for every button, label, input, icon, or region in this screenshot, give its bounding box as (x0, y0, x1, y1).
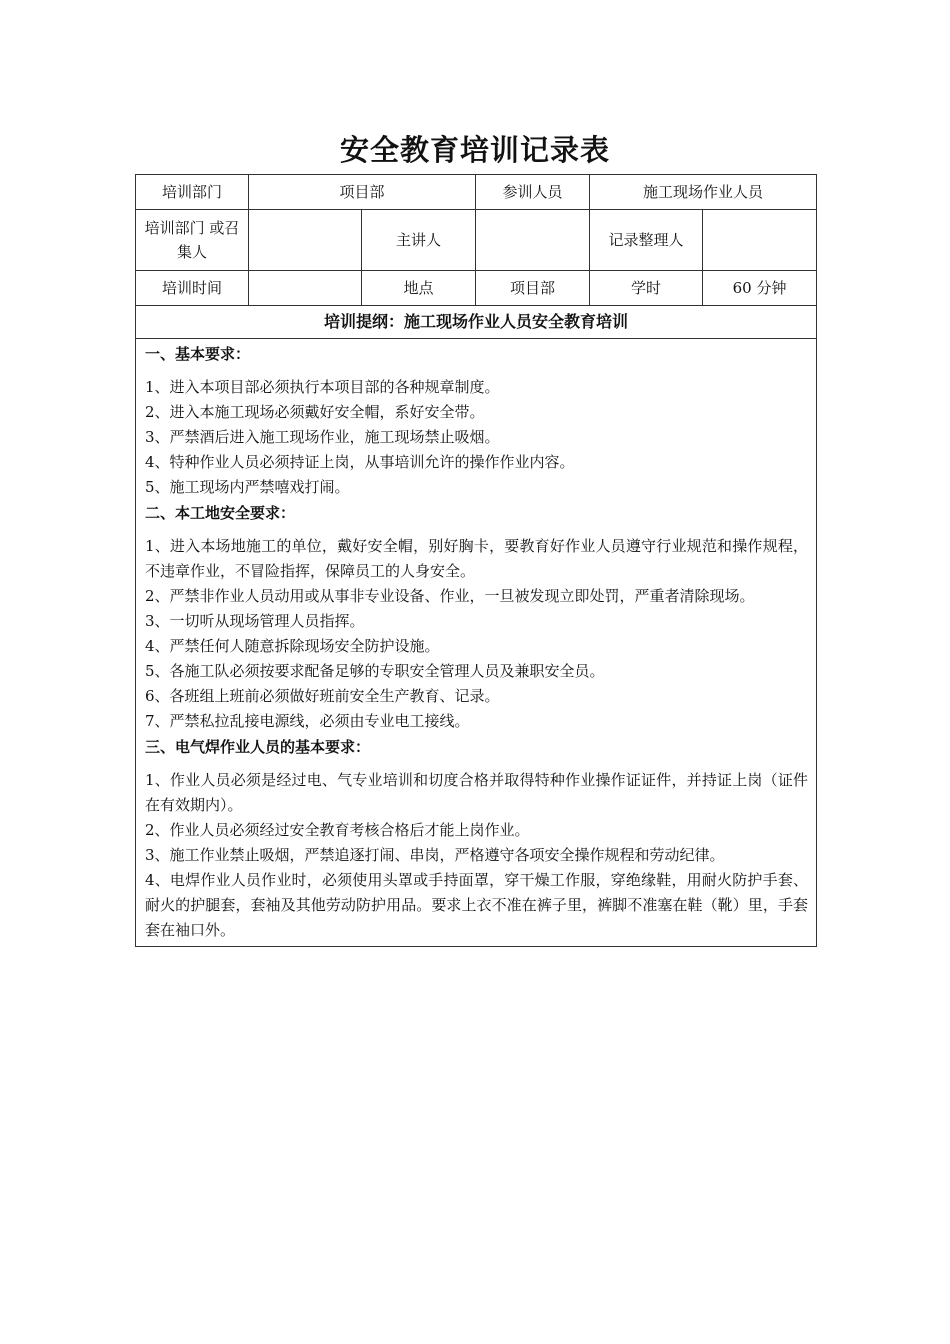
list-item: 5、各施工队必须按要求配备足够的专职安全管理人员及兼职安全员。 (145, 662, 605, 680)
list-item: 4、严禁任何人随意拆除现场安全防护设施。 (145, 637, 440, 655)
time-label: 培训时间 (136, 271, 249, 306)
list-item: 5、施工现场内严禁嘻戏打闹。 (145, 478, 350, 496)
section-heading: 三、电气焊作业人员的基本要求： (145, 738, 371, 756)
table-row (136, 339, 817, 947)
attendees-value: 施工现场作业人员 (590, 175, 817, 210)
table-row (136, 306, 817, 339)
recorder-value (703, 210, 817, 271)
list-item: 6、各班组上班前必须做好班前安全生产教育、记录。 (145, 687, 500, 705)
document-title: 安全教育培训记录表 (339, 133, 610, 167)
section-heading: 一、基本要求： (145, 345, 251, 363)
table-row (136, 271, 817, 306)
training-content (136, 339, 817, 947)
place-value: 项目部 (476, 271, 590, 306)
dept-label: 培训部门 (136, 175, 249, 210)
hours-label: 学时 (590, 271, 703, 306)
recorder-label: 记录整理人 (590, 210, 703, 271)
list-item: 7、严禁私拉乱接电源线，必须由专业电工接线。 (145, 712, 470, 730)
lecturer-value (476, 210, 590, 271)
organizer-label: 培训部门 或召集人 (136, 210, 249, 271)
table-row (136, 175, 817, 210)
list-item: 3、严禁酒后进入施工现场作业，施工现场禁止吸烟。 (145, 428, 500, 446)
training-record-table (135, 174, 817, 947)
dept-value: 项目部 (249, 175, 476, 210)
attendees-label: 参训人员 (476, 175, 590, 210)
lecturer-label: 主讲人 (362, 210, 476, 271)
list-item: 2、作业人员必须经过安全教育考核合格后才能上岗作业。 (145, 821, 530, 839)
section-heading: 二、本工地安全要求： (145, 504, 296, 522)
organizer-value (249, 210, 362, 271)
list-item: 3、施工作业禁止吸烟，严禁追逐打闹、串岗，严格遵守各项安全操作规程和劳动纪律。 (145, 846, 725, 864)
list-item: 1、进入本场地施工的单位，戴好安全帽，别好胸卡，要教育好作业人员遵守行业规范和操作规程，不违章作业，不冒险指挥，保障员工的人身安全。 (145, 537, 809, 580)
place-label: 地点 (362, 271, 476, 306)
list-item: 3、一切听从现场管理人员指挥。 (145, 612, 365, 630)
list-item: 2、进入本施工现场必须戴好安全帽，系好安全带。 (145, 403, 485, 421)
list-item: 4、特种作业人员必须持证上岗，从事培训允许的操作作业内容。 (145, 453, 575, 471)
hours-value: 60 分钟 (703, 271, 817, 306)
table-row (136, 210, 817, 271)
list-item: 4、电焊作业人员作业时，必须使用头罩或手持面罩，穿干燥工作服，穿绝缘鞋，用耐火防护手套、耐火的护腿套，套袖及其他劳动防护用品。要求上衣不准在裤子里，裤脚不准塞在鞋（靴）里，手套套在袖口外。 (145, 871, 809, 939)
time-value (249, 271, 362, 306)
training-outline: 培训提纲：施工现场作业人员安全教育培训 (136, 306, 817, 339)
list-item: 1、进入本项目部必须执行本项目部的各种规章制度。 (145, 378, 500, 396)
list-item: 1、作业人员必须是经过电、气专业培训和切度合格并取得特种作业操作证证件，并持证上岗（证件在有效期内）。 (145, 771, 809, 814)
list-item: 2、严禁非作业人员动用或从事非专业设备、作业，一旦被发现立即处罚，严重者清除现场。 (145, 587, 755, 605)
